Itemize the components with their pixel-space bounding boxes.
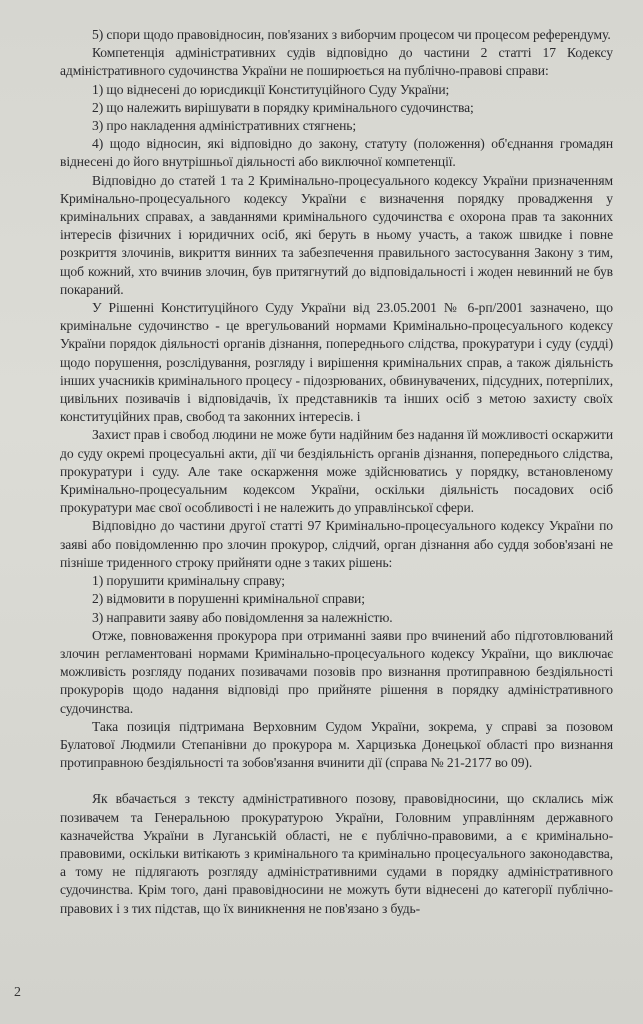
- paragraph: Захист прав і свобод людини не може бути надійним без надання їй можливості оскаржити до суду окремі процесуальні акти, дії чи бездіяльність органів дізнання, попереднього слідства, прокуратури і суду. Але таке оскарження може здійснюватись у порядку, встановленому Кримінально-процесуальним кодексом України, оскільки діяльність посадових осіб прокуратури має свої особливості і не належить до управлінської сфери.: [60, 427, 613, 516]
- paragraph: 5) спори щодо правовідносин, пов'язаних з виборчим процесом чи процесом референдуму.: [92, 27, 611, 42]
- paragraph: 4) щодо відносин, які відповідно до закону, статуту (положення) об'єднання громадян віднесені до його внутрішньої діяльності або виключної компетенції.: [60, 136, 613, 170]
- paragraph: Відповідно до статей 1 та 2 Кримінально-процесуального кодексу України призначенням Кримінально-процесуального кодексу України є визначення порядку провадження у кримінальних справах, а завданнями кримінального судочинства є охорона прав та законних інтересів фізичних і юридичних осіб, які беруть в ньому участь, а також швидке і повне розкриття злочинів, викриття винних та забезпечення правильного застосування Закону з тим, щоб кожний, хто вчинив злочин, був притягнутий до відповідальності і жоден невинний не був покараний.: [60, 172, 613, 297]
- page-number: 2: [14, 985, 21, 1000]
- paragraph: 1) порушити кримінальну справу;: [92, 573, 285, 589]
- paragraph: 1) що віднесені до юрисдикції Конституційного Суду України;: [92, 81, 450, 97]
- paragraph: 3) направити заяву або повідомлення за належністю.: [92, 609, 393, 625]
- paragraph: Відповідно до частини другої статті 97 Кримінально-процесуального кодексу України по заяві або повідомленню про злочин прокурор, слідчий, орган дізнання або суддя зобов'язані не пізніше триденного строку прийняти одне з таких рішень:: [60, 518, 613, 570]
- document-body: [60, 26, 613, 918]
- paragraph: Як вбачається з тексту адміністративного позову, правовідносини, що склались між позивачем та Генеральною прокуратурою України, Головним управлінням державного казначейства України в Луганській області, не є публічно-правовими, а є кримінально-правовими, оскільки витікають з кримінального та кримінально процесуального законодавства, а тому не підлягають розгляду адміністративними судами в порядку адміністративного судочинства. Крім того, дані правовідносини не можуть бути віднесені до категорії публічно-правових і з тих підстав, що їх виникнення не пов'язано з будь-: [60, 791, 613, 916]
- paragraph: 2) відмовити в порушенні кримінальної справи;: [92, 591, 365, 607]
- paragraph: Компетенція адміністративних судів відповідно до частини 2 статті 17 Кодексу адміністративного судочинства України не поширюється на публічно-правові справи:: [60, 45, 613, 79]
- paragraph: Отже, повноваження прокурора при отриманні заяви про вчинений або підготовлюваний злочин регламентовані нормами Кримінально-процесуального кодексу України, що виключає можливість розгляду поданих позивачами позовів про визнання протиправною бездіяльності прокурорів щодо надання відповіді про прийняте рішення в порядку адміністративного судочинства.: [60, 627, 613, 716]
- paragraph: У Рішенні Конституційного Суду України від 23.05.2001 № 6-рп/2001 зазначено, що кримінальне судочинство - це врегульований нормами Кримінально-процесуального кодексу України порядок діяльності органів дізнання, попереднього слідства, прокуратури і суду (судді) щодо порушення, розслідування, розгляду і вирішення кримінальних справ, а також діяльність інших учасників кримінального процесу - підозрюваних, обвинувачених, підсудних, потерпілих, цивільних позивачів і відповідачів, їх представників та інших осіб з метою захисту своїх конституційних прав, свобод та законних інтересів. і: [60, 300, 613, 425]
- paragraph: 2) що належить вирішувати в порядку кримінального судочинства;: [92, 99, 474, 115]
- paragraph: Така позиція підтримана Верховним Судом України, зокрема, у справі за позовом Булатової Людмили Степанівни до прокурора м. Харцизька Донецької області про визнання протиправною бездіяльності та зобов'язання вчинити дії (справа № 21-2177 во 09).: [60, 718, 613, 771]
- paragraph: 3) про накладення адміністративних стягнень;: [92, 118, 357, 134]
